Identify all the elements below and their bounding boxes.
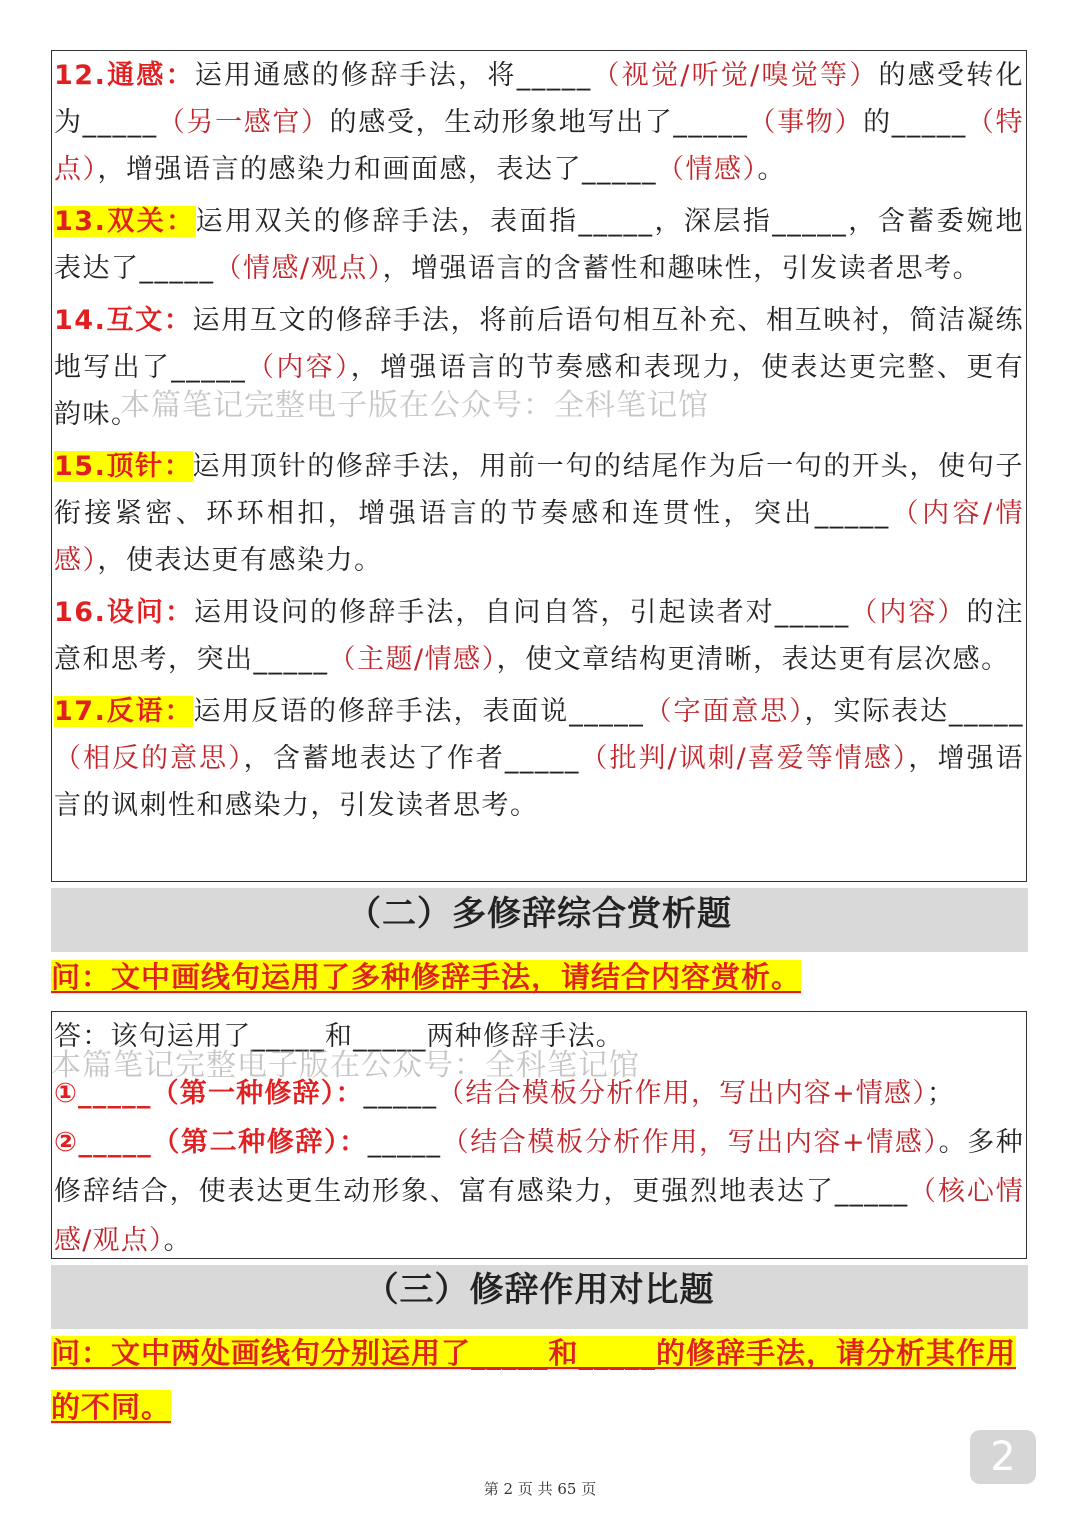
answer-line-1: ①_____（第一种修辞）：_____（结合模板分析作用，写出内容+情感）； xyxy=(54,1078,956,1109)
page-number-badge: 2 xyxy=(970,1430,1036,1484)
item-number-label: 15.顶针： xyxy=(54,451,193,482)
watermark: 本篇笔记完整电子版在公众号：全科笔记馆 xyxy=(120,388,709,423)
item-number-label: 16.设问： xyxy=(54,597,194,628)
item-number-label: 12.通感： xyxy=(54,60,195,91)
section-heading: （三）修辞作用对比题 xyxy=(51,1265,1028,1329)
rhetoric-item: 12.通感：运用通感的修辞手法，将_____（视觉/听觉/嗅觉等）的感受转化为_____（另一感官）的感受，生动形象地写出了_____（事物）的_____（特点），增强语言的感染力和画面感，表达了_____（情感）。 xyxy=(54,60,1025,185)
section-question xyxy=(51,1326,1028,1434)
rhetoric-list-box xyxy=(51,50,1027,882)
section-question xyxy=(51,950,1028,1004)
section-heading: （二）多修辞综合赏析题 xyxy=(51,888,1028,952)
rhetoric-item: 14.互文：运用互文的修辞手法，将前后语句相互补充、相互映衬，简洁凝练地写出了_____（内容），增强语言的节奏感和表现力，使表达更完整、更有韵味。 xyxy=(54,305,1025,430)
answer-template-box xyxy=(51,1011,1027,1259)
rhetoric-item: 13.双关：运用双关的修辞手法，表面指_____，深层指_____，含蓄委婉地表达了_____（情感/观点），增强语言的含蓄性和趣味性，引发读者思考。 xyxy=(54,206,1025,284)
answer-intro: 答：该句运用了_____和_____两种修辞手法。 xyxy=(54,1021,624,1052)
item-number-label: 13.双关： xyxy=(54,206,196,237)
page-footer: 第 2 页 共 65 页 xyxy=(483,1480,597,1498)
answer-line-2: ②_____（第二种修辞）：_____（结合模板分析作用，写出内容+情感）。多种修辞结合，使表达更生动形象、富有感染力，更强烈地表达了_____（核心情感/观点）。 xyxy=(54,1127,1024,1256)
watermark: 本篇笔记完整电子版在公众号：全科笔记馆 xyxy=(51,1048,640,1083)
rhetoric-item: 17.反语：运用反语的修辞手法，表面说_____（字面意思），实际表达_____（相反的意思），含蓄地表达了作者_____（批判/讽刺/喜爱等情感），增强语言的讽刺性和感染力，引发读者思考。 xyxy=(54,696,1025,821)
item-number-label: 14.互文： xyxy=(54,305,193,336)
question-text: 问：文中两处画线句分别运用了_____和_____的修辞手法，请分析其作用的不同。 xyxy=(51,1336,1017,1424)
rhetoric-item: 16.设问：运用设问的修辞手法，自问自答，引起读者对_____（内容）的注意和思考，突出_____（主题/情感），使文章结构更清晰，表达更有层次感。 xyxy=(54,597,1025,675)
rhetoric-item: 15.顶针：运用顶针的修辞手法，用前一句的结尾作为后一句的开头，使句子衔接紧密、环环相扣，增强语言的节奏感和连贯性，突出_____（内容/情感），使表达更有感染力。 xyxy=(54,451,1024,576)
item-number-label: 17.反语： xyxy=(54,696,194,727)
question-text: 问：文中画线句运用了多种修辞手法，请结合内容赏析。 xyxy=(51,960,802,994)
